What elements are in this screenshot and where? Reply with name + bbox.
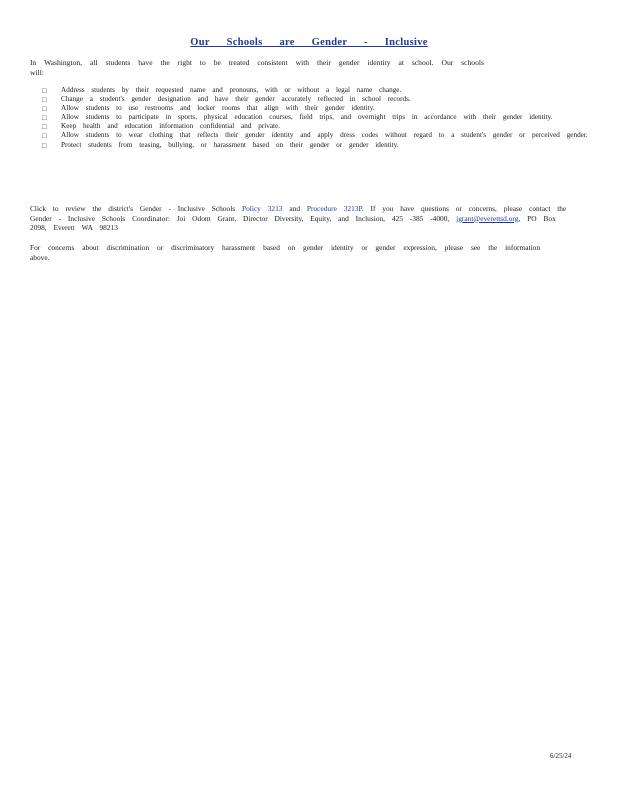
intro-paragraph: In Washington, all students have the right to be treated consistent with their gender identity at school. Our schools will: (30, 58, 484, 77)
bullet-icon: □ (42, 131, 47, 141)
list-item (30, 141, 590, 150)
bullet-icon: □ (42, 95, 47, 105)
coordinator-email-link[interactable]: jgrant@everettsd.org (456, 213, 519, 223)
list-item (30, 86, 590, 95)
commitments-list (30, 86, 590, 150)
policy-link[interactable]: Policy 3213 (241, 204, 283, 213)
bullet-icon: □ (42, 140, 47, 150)
bullet-icon: □ (42, 113, 47, 123)
bullet-icon: □ (42, 122, 47, 132)
contact-paragraph (30, 204, 570, 233)
list-item (30, 95, 590, 104)
concerns-paragraph: For concerns about discrimination or discriminatory harassment based on gender identity or gender expression, please see the information above. (30, 243, 541, 262)
list-item-text: Allow students to wear clothing that reflects their gender identity and apply dress codes without regard to a student's gender or perceived gender. (61, 131, 588, 140)
contact-prefix: Click to review the district's Gender - Inclusive Schools (30, 204, 236, 213)
list-item-text: Keep health and education information confidential and private. (61, 122, 281, 131)
list-item-text: Address students by their requested name and pronouns, with or without a legal name change. (61, 86, 402, 94)
page-title (0, 37, 618, 48)
bullet-icon: □ (42, 104, 47, 114)
procedure-link[interactable]: Procedure 3213P (306, 204, 362, 213)
title-text: Our Schools are Gender - Inclusive (190, 37, 428, 48)
contact-middle: . If you have questions or concerns, please contact the Gender - Inclusive Schools Coordinator: Joi Odom Grant, Director Diversity, Equity, and Inclusion, 425 -385 -4000, (30, 204, 567, 223)
bullet-icon: □ (42, 86, 47, 95)
footer-date: 6/25/24 (550, 752, 572, 760)
list-item (30, 131, 590, 140)
list-item (30, 113, 590, 122)
contact-and: and (289, 204, 301, 213)
list-item (30, 104, 590, 113)
list-item-text: Allow students to use restrooms and locker rooms that align with their gender identity. (61, 104, 375, 113)
list-item (30, 122, 590, 131)
contact-address: , PO Box 2098, Everett WA 98213 (30, 213, 556, 233)
list-item-text: Change a student's gender designation and have their gender accurately reflected in school records. (61, 95, 411, 104)
list-item-text: Protect students from teasing, bullying, or harassment based on their gender or gender identity. (61, 140, 399, 149)
list-item-text: Allow students to participate in sports, physical education courses, field trips, and overnight trips in accordance with their gender identity. (61, 113, 553, 122)
